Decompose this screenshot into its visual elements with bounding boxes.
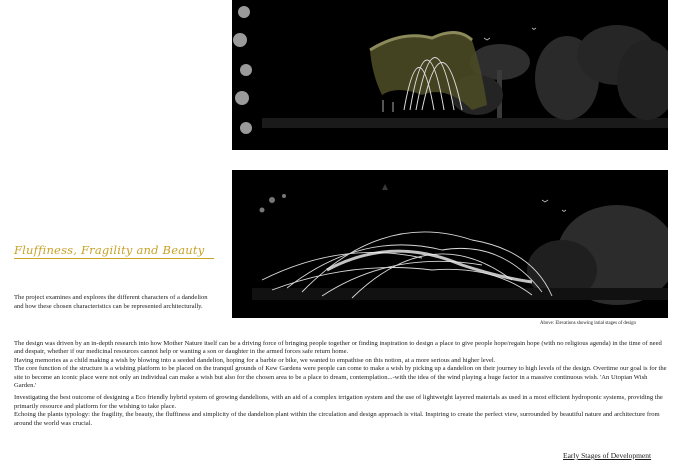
elevation-render-bottom xyxy=(232,170,668,318)
paragraph: The core function of the structure is a wishing platform to be placed on the tranquil grounds of Kew Gardens were people can come to make a wish by picking up a dandelion on their journey to high levels of the design. Overtime our goal is for the site to become an iconic place were not only an individual can make a wish but also for the chosen area to be a place to dream, contemplation...-with the idea of the wind playing a huge factor in a massive continuous wish. 'An Utopian Wish Garden.' xyxy=(14,365,667,390)
image-caption: Above: Elevations showing intial stages of design xyxy=(540,321,636,326)
paragraph: The design was driven by an in-depth research into how Mother Nature itself can be a driving force of bringing people together or finding inspiration to design a place to give people hope/regain hope (with no religious agenda) in the time of need and despair, whether if our medicinal resources cannot help or wanting a son or daughter in the armed forces safe return home. xyxy=(14,340,662,356)
paragraph: Investigating the best outcome of designing a Eco friendly hybrid system of growing dandelions, with an aid of a complex irrigation system and the use of lightweight layered materials as used in a most efficient hydroponic systems, providing the primarily resource and platform for the wishing to take place. xyxy=(14,394,663,410)
body-text xyxy=(14,340,668,432)
paragraph: Having memories as a child making a wish by blowing into a seeded dandelion, hoping for a barbie or bike, we wanted to empathise on this notion, at a more serious and higher level. xyxy=(14,356,496,364)
intro-paragraph: The project examines and explores the different characters of a dandelion and how these chosen characteristics can be represented architecturally. xyxy=(14,294,208,310)
footer-label: Early Stages of Development xyxy=(563,451,652,460)
elevation-render-top xyxy=(232,0,668,150)
paragraph: Echoing the plants typology: the fragility, the beauty, the fluffiness and simplicity of the dandelion plant within the circulation and design approach is vital. Inspiring to create the perfect view, surrounded by beautiful nature and architecture from around the world was crucial. xyxy=(14,411,660,427)
page-title: Fluffiness, Fragility and Beauty xyxy=(14,243,214,259)
